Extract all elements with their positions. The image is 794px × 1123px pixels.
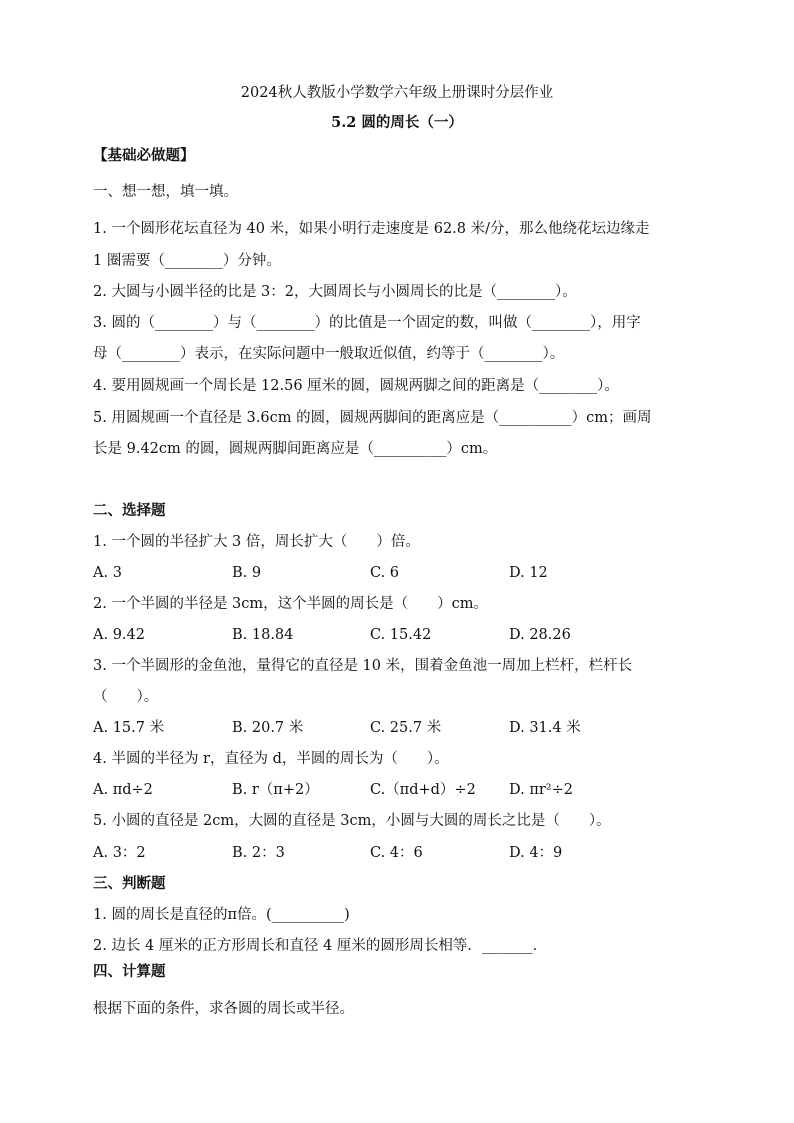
s3-line-2: 2. 边长 4 厘米的正方形周长和直径 4 厘米的圆形周长相等．_______． [93,938,548,954]
q3-option-c: C. 25.7 米 [370,720,442,736]
q2-option-d: D. 28.26 [509,627,571,643]
q3-stem: 3. 一个半圆形的金鱼池，量得它的直径是 10 米，围着金鱼池一周加上栏杆，栏杆长 [93,658,633,674]
q4-option-a: A. πd÷2 [93,782,153,798]
q5-option-a: A. 3：2 [93,845,146,861]
q2-option-a: A. 9.42 [93,627,145,643]
q4-stem: 4. 半圆的半径为 r，直径为 d，半圆的周长为（ ）。 [93,751,449,767]
q3-option-d: D. 31.4 米 [509,720,581,736]
q3-option-a: A. 15.7 米 [93,720,165,736]
section3-heading: 三、判断题 [93,875,166,892]
level-tag: 【基础必做题】 [93,147,195,164]
q1-option-d: D. 12 [509,565,548,581]
q5-option-c: C. 4：6 [370,845,423,861]
section1-heading: 一、想一想，填一填。 [93,184,238,200]
q5-stem: 5. 小圆的直径是 2cm，大圆的直径是 3cm，小圆与大圆的周长之比是（ ）。 [93,813,611,829]
q4-option-c: C.（πd+d）÷2 [370,782,476,798]
q2-stem: 2. 一个半圆的半径是 3cm，这个半圆的周长是（ ）cm。 [93,596,489,612]
s1-line-1: 1. 一个圆形花坛直径为 40 米，如果小明行走速度是 62.8 米/分，那么他绕花坛边缘走 [93,221,650,237]
s1-line-4: 3. 圆的（________）与（________）的比值是一个固定的数，叫做（________），用字 [93,315,641,331]
s1-line-6: 4. 要用圆规画一个周长是 12.56 厘米的圆，圆规两脚之间的距离是（________）。 [93,378,619,394]
section4-heading: 四、计算题 [93,963,166,980]
q2-option-c: C. 15.42 [370,627,432,643]
section2-heading: 二、选择题 [93,502,166,519]
s1-line-2: 1 圈需要（________）分钟。 [93,253,281,269]
q5-option-d: D. 4：9 [509,845,563,861]
s1-line-8: 长是 9.42cm 的圆，圆规两脚间距离应是（__________）cm。 [93,441,498,457]
s1-line-7: 5. 用圆规画一个直径是 3.6cm 的圆，圆规两脚间的距离应是（__________）cm；画周 [93,410,652,426]
q2-option-b: B. 18.84 [232,627,294,643]
q1-stem: 1. 一个圆的半径扩大 3 倍，周长扩大（ ）倍。 [93,534,420,550]
q4-option-b: B. r（π+2） [232,782,319,798]
q3-stem-continued: （ ）。 [93,689,159,705]
s1-line-3: 2. 大圆与小圆半径的比是 3：2，大圆周长与小圆周长的比是（________）。 [93,284,577,300]
q1-option-b: B. 9 [232,565,262,581]
s4-line-1: 根据下面的条件，求各圆的周长或半径。 [93,1001,354,1017]
s3-line-1: 1. 圆的周长是直径的π倍。(__________) [93,907,350,923]
page-subtitle: 5.2 圆的周长（一） [331,114,463,131]
q3-option-b: B. 20.7 米 [232,720,304,736]
q1-option-a: A. 3 [93,565,122,581]
q5-option-b: B. 2：3 [232,845,285,861]
q1-option-c: C. 6 [370,565,400,581]
s1-line-5: 母（________）表示，在实际问题中一般取近似值，约等于（________）。 [93,346,565,362]
q4-option-d: D. πr²÷2 [509,782,573,798]
page-title: 2024秋人教版小学数学六年级上册课时分层作业 [240,85,554,101]
